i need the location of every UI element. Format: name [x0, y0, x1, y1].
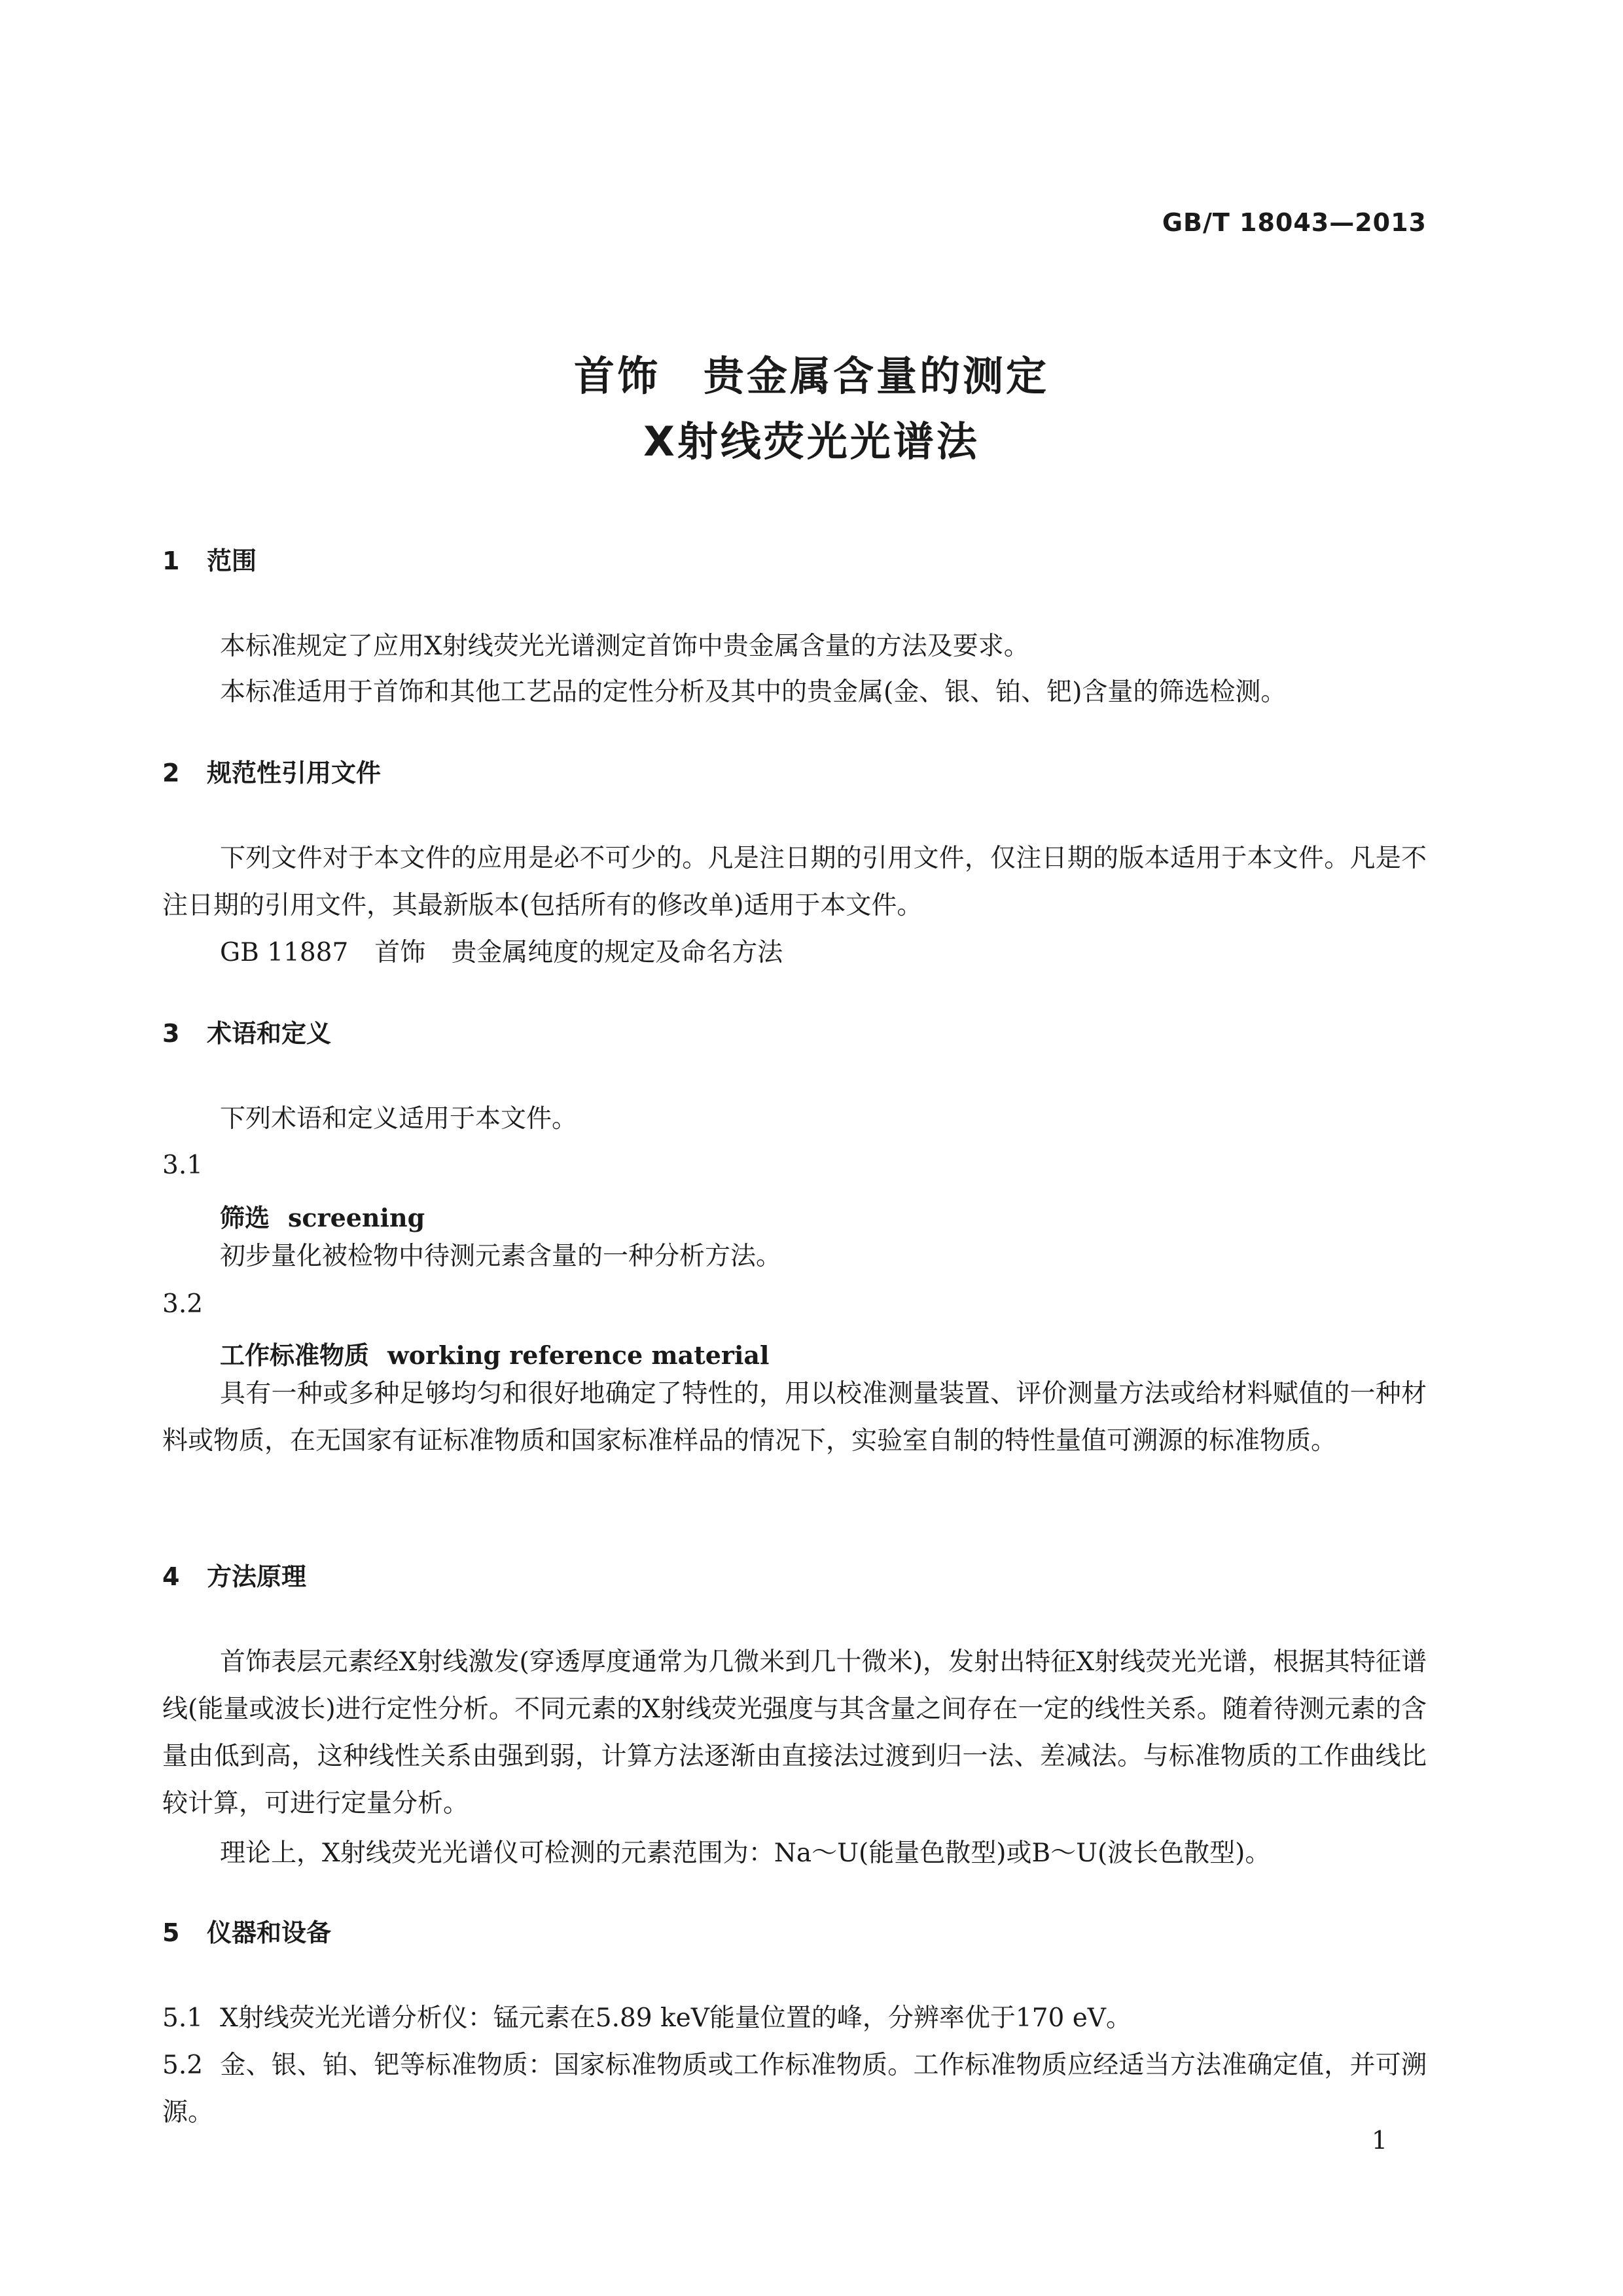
section-4-paragraph-1: 首饰表层元素经X射线激发(穿透厚度通常为几微米到几十微米)，发射出特征X射线荧光光谱，根据其特征谱线(能量或波长)进行定性分析。不同元素的X射线荧光强度与其含量之间存在一定的线性关系。随着待测元素的含量由低到高，这种线性关系由强到弱，计算方法逐渐由直接法过渡到归一法、差减法。与标准物质的工作曲线比较计算，可进行定量分析。: [162, 1647, 1427, 1818]
page-number: 1: [1371, 2126, 1387, 2155]
clause-text: X射线荧光光谱分析仪：锰元素在5.89 keV能量位置的峰，分辨率优于170 eV。: [220, 2003, 1132, 2033]
section-1-heading: [162, 541, 257, 577]
term-number-3-1: 3.1: [162, 1151, 204, 1180]
reference-title: 首饰 贵金属纯度的规定及命名方法: [374, 938, 783, 967]
term-number-3-2: 3.2: [162, 1289, 204, 1319]
section-2-paragraph-1: 下列文件对于本文件的应用是必不可少的。凡是注日期的引用文件，仅注日期的版本适用于本文件。凡是不注日期的引用文件，其最新版本(包括所有的修改单)适用于本文件。: [162, 844, 1427, 920]
clause-5-2: [162, 2042, 1427, 2136]
clause-text: 金、银、铂、钯等标准物质：国家标准物质或工作标准物质。工作标准物质应经适当方法准确定值，并可溯源。: [162, 2051, 1427, 2127]
reference-code: GB 11887: [220, 938, 349, 967]
term-3-2-definition: 具有一种或多种足够均匀和很好地确定了特性的，用以校准测量装置、评价测量方法或给材料赋值的一种材料或物质，在无国家有证标准物质和国家标准样品的情况下，实验室自制的特性量值可溯源的标准物质。: [162, 1379, 1427, 1456]
term-chinese: 筛选: [220, 1203, 270, 1232]
term-english: working reference material: [387, 1340, 770, 1370]
term-3-1-definition: 初步量化被检物中待测元素含量的一种分析方法。: [220, 1242, 782, 1271]
section-number: 4: [162, 1562, 180, 1591]
section-number: 2: [162, 759, 180, 787]
section-1-paragraph-2: 本标准适用于首饰和其他工艺品的定性分析及其中的贵金属(金、银、铂、钯)含量的筛选检测。: [220, 677, 1287, 707]
section-5-heading: [162, 1912, 331, 1948]
term-3-2: [220, 1335, 769, 1371]
section-3-heading: [162, 1013, 331, 1049]
title-line-2: X射线荧光光谱法: [643, 418, 980, 465]
section-title: 方法原理: [207, 1562, 307, 1591]
section-number: 1: [162, 547, 180, 575]
section-title: 规范性引用文件: [207, 759, 382, 787]
clause-5-1: [162, 1995, 1427, 2042]
section-title: 范围: [207, 547, 257, 575]
section-4-paragraph-2: 理论上，X射线荧光光谱仪可检测的元素范围为：Na～U(能量色散型)或B～U(波长色散型)。: [220, 1839, 1271, 1868]
section-3-paragraph-1: 下列术语和定义适用于本文件。: [220, 1104, 578, 1134]
section-number: 3: [162, 1019, 180, 1048]
section-1-paragraph-1: 本标准规定了应用X射线荧光光谱测定首饰中贵金属含量的方法及要求。: [220, 632, 1029, 661]
section-title: 仪器和设备: [207, 1918, 332, 1947]
term-english: screening: [288, 1203, 425, 1232]
term-3-1: [220, 1198, 425, 1234]
clause-number: 5.1: [162, 2003, 204, 2033]
section-title: 术语和定义: [207, 1019, 332, 1048]
normative-reference: [220, 929, 1427, 977]
standard-number: GB/T 18043—2013: [1162, 208, 1427, 237]
title-line-1: 首饰 贵金属含量的测定: [573, 352, 1049, 400]
section-4-heading: [162, 1556, 306, 1592]
section-2-heading: [162, 753, 381, 789]
section-number: 5: [162, 1918, 180, 1947]
term-chinese: 工作标准物质: [220, 1340, 370, 1370]
clause-number: 5.2: [162, 2051, 204, 2080]
